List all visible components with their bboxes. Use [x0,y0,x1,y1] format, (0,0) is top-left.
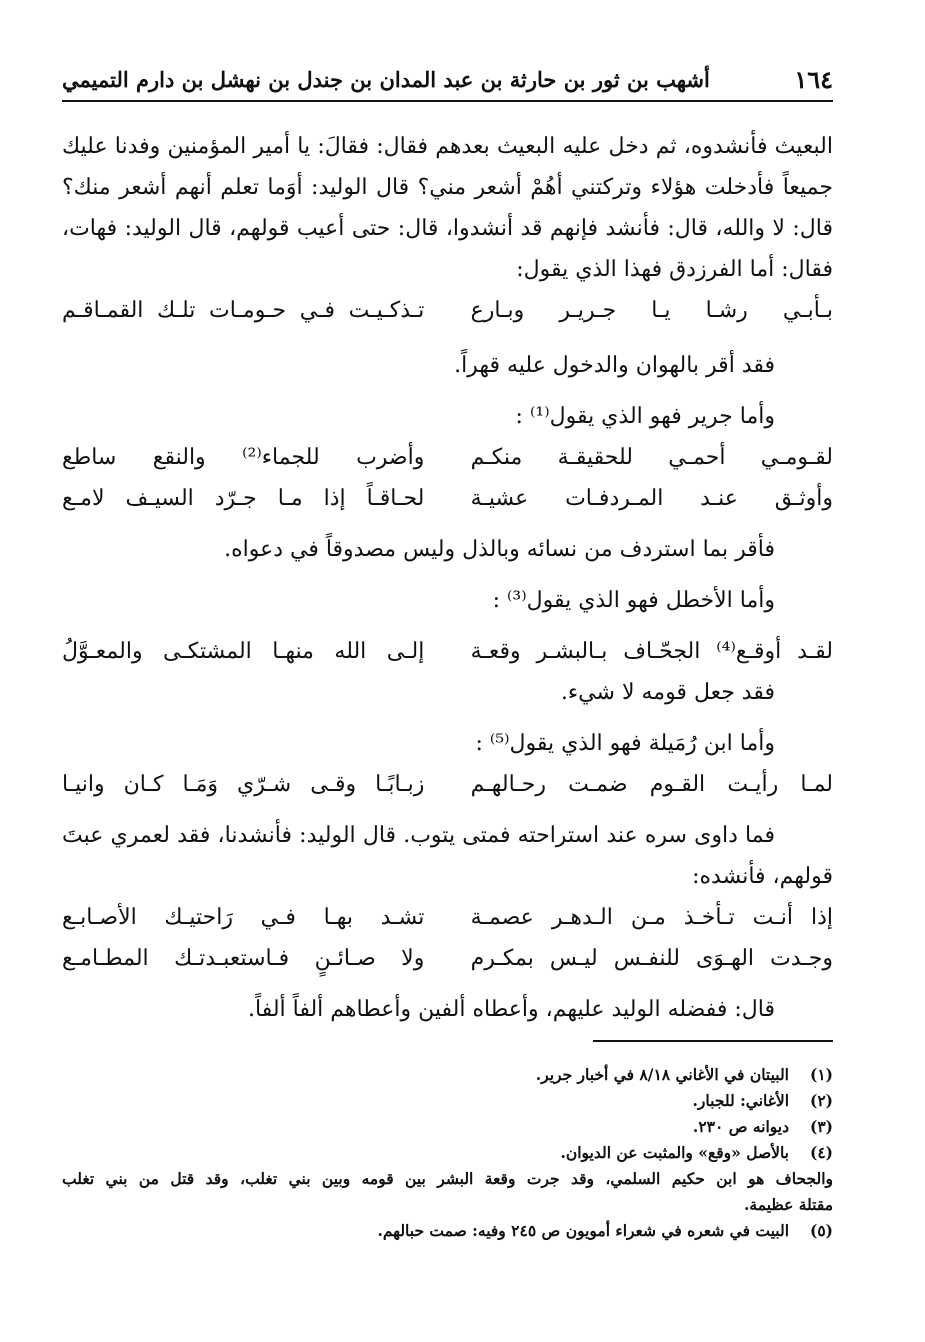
footnote-separator [593,1040,833,1042]
footnote-number: (٤) [809,1143,833,1162]
text-line: وأما الأخطل فهو الذي يقول⁽³⁾ : [492,588,775,613]
verse-first-hemistich: وجـدت الهـوَى للنفـس ليـس بمكـرم [470,946,833,971]
footnote-number: (٥) [809,1221,833,1240]
verse-line [62,290,833,331]
footnote-number: (٢) [809,1091,833,1110]
text-line: وأما ابن رُمَيلة فهو الذي يقول⁽⁵⁾ : [475,731,775,756]
footnote-text: البيتان في الأغاني ٨/١٨ في أخبار جرير. [535,1065,789,1084]
verse-line [62,478,833,519]
text-line: البعيث فأنشدوه، ثم دخل عليه البعيث بعدهم فقال: فقالَ: يا أمير المؤمنين وفدنا عليك [62,134,833,159]
footnote-number: (١) [809,1065,833,1084]
footnote-text: البيت في شعره في شعراء أمويون ص ٢٤٥ وفيه: صمت حبالهم. [377,1221,789,1240]
text-line: فقد أقر بالهوان والدخول عليه قهراً. [454,353,775,378]
footnote-text: الأغاني: للجبار. [692,1091,789,1110]
text-line: فما داوى سره عند استراحته فمتى يتوب. قال الوليد: فأنشدنا، فقد لعمري عبتَ [62,823,775,848]
verse-line [62,631,833,672]
footnote-text: بالأصل «وقع» والمثبت عن الديوان. [560,1143,789,1162]
footnote-continuation: والجحاف هو ابن حكيم السلمي، وقد جرت وقعة البشر بين قومه وبين بني تغلب، وقد قتل من بني تغلب [62,1169,833,1188]
verse-second-hemistich: إلـى الله منهـا المشتكـى والمعـوَّلُ [62,639,425,664]
verse-second-hemistich: ولا صـائـنٍ فـاستعبـدتـك المطـامـع [62,946,425,971]
verse-line [62,764,833,805]
verse-first-hemistich: بـأبـي رشـا يـا جـريـر وبـارع [470,298,833,323]
verse-first-hemistich: لقـد أوقـع⁽⁴⁾ الجحّـاف بـالبشـر وقعـة [470,639,833,664]
text-line: قال: لا والله، قال: فأنشد فإنهم قد أنشدوا، قال: حتى أعيب قولهم، قال الوليد: فهات، [62,216,833,241]
verse-first-hemistich: وأوثـق عنـد المـردفـات عشيـة [470,486,833,511]
footnote [62,1088,833,1114]
footnote [62,1062,833,1088]
footnote-text: ديوانه ص ٢٣٠. [692,1117,789,1136]
verse-second-hemistich: تـذكـيـت فـي حـومـات تلـك القمـاقـم [62,298,425,323]
verse-line [62,938,833,979]
text-line: قولهم، فأنشده: [692,864,833,889]
text-line: جميعاً فأدخلت هؤلاء وتركتني أهُمْ أشعر مني؟ قال الوليد: أوَما تعلم أنهم أشعر منك؟ [62,175,833,200]
footnote [62,1140,833,1166]
verse-second-hemistich: زبـابًـا وقـى شـرّي وَمَـا كـان وانيـا [62,772,425,797]
text-line: فقال: أما الفرزدق فهذا الذي يقول: [516,257,833,282]
footnotes [62,1062,833,1244]
page-header [62,58,833,102]
verse-first-hemistich: لمـا رأيـت القـوم ضمـت رحـالهـم [470,772,833,797]
text-line: فأقر بما استردف من نسائه وبالذل وليس مصدوقاً في دعواه. [224,537,775,562]
verse-line [62,897,833,938]
verse-first-hemistich: إذا أنـت تـأخـذ مـن الـدهـر عصمـة [470,905,833,930]
verse-second-hemistich: وأضرب للجماء⁽²⁾ والنقع ساطع [62,445,425,470]
text-line: قال: ففضله الوليد عليهم، وأعطاه ألفين وأعطاهم ألفاً ألفاً. [248,997,775,1022]
page-number: ١٦٤ [794,64,833,94]
main-text [62,126,833,1030]
verse-line [62,437,833,478]
verse-second-hemistich: تشـد بهـا فـي رَاحتيـك الأصـابـع [62,905,425,930]
footnote [62,1114,833,1140]
running-title: أشهب بن ثور بن حارثة بن عبد المدان بن جندل بن نهشل بن دارم التميمي [62,66,710,92]
footnote-number: (٣) [809,1117,833,1136]
verse-first-hemistich: لقـومـي أحمـي للحقيقـة منكـم [470,445,833,470]
text-line: وأما جرير فهو الذي يقول⁽¹⁾ : [515,404,775,429]
text-line: فقد جعل قومه لا شيء. [560,680,775,705]
footnote [62,1218,833,1244]
verse-second-hemistich: لحـاقـاً إذا مـا جـرّد السيـف لامـع [62,486,425,511]
footnote-continuation: مقتلة عظيمة. [744,1195,833,1214]
